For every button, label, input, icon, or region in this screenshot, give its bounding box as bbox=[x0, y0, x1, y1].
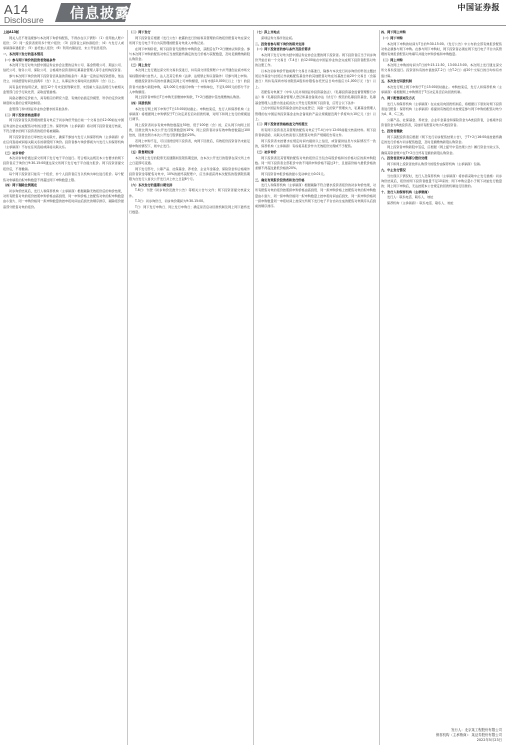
header-rule bbox=[0, 25, 506, 26]
paragraph: 保荐机构（主承销商）：联系电话、联系人、地址 bbox=[387, 201, 454, 206]
column-heading: （二）网下发行 bbox=[129, 30, 151, 34]
paragraph: 网下投资者及其管理的配售对象的报价应当包含每股价格和该价格对应的拟申购股数。同一网下投资者全部报价中的不同拟申购价格不超过3个，且最高价格与最低价格的差额不得超过最低价格的20%。 bbox=[255, 155, 376, 171]
column-divider bbox=[379, 30, 380, 745]
paragraph: 在网下申购阶段，网下投资者无需缴付申购资金，获配后在T+2日缴纳认购资金。参与本次网下申购的配售对象应当按照最终确定的发行价格与获配数量，及时足额缴纳新股认购资金。 bbox=[129, 46, 250, 61]
paragraph: 二、投资者参与网下询价的相关安排 bbox=[255, 41, 305, 46]
paragraph: （一）网下申购 bbox=[381, 35, 403, 40]
paragraph: 五、本次发行回拨机制 bbox=[381, 79, 412, 84]
paragraph: 本次网下申购的时间为T日的9:30-15:00。《发行公告》中公布的全部有效报价配售对象必须参与网下申购。在参与网下申购时，网下投资者必须在网下发行电子平台为其管理的有效报价配售对象填写并提交申购价格和申购数量。 bbox=[381, 41, 502, 56]
paragraph: 六、网下配售原则及方式 bbox=[381, 96, 416, 101]
date-line: 2022年5月23日 bbox=[476, 738, 502, 742]
paragraph: 本次发行网上网下申购于T日15:00同时截止。申购结束后，发行人和保荐机构（主承销商）将根据网上申购情况于T日决定是否启动回拨机制。 bbox=[381, 85, 502, 95]
paragraph: 本次发行网上网下申购于T日15:00同时截止。申购结束后，发行人和保荐机构（主承销商）将根据网上申购情况于T日决定是否启动回拨机制，对网下和网上发行的规模进行调节。 bbox=[129, 106, 250, 122]
paragraph: 已在中国证券投资基金业协会完成登记；具备一定的资产管理实力，私募基金管理人管理的在中国证券投资基金业协会备案的产品总规模最近两个季度均为10亿元（含）以上。 bbox=[255, 106, 376, 121]
paragraph: 每个网下投资者只能有一个报价，非个人投资者应当以机构为单位进行报价。每个配售对象填报的拟申购数量不得超过网下申购数量上限。 bbox=[3, 172, 124, 182]
paragraph: （六）本次发行的重要日期安排 bbox=[129, 182, 173, 187]
paragraph: 八、投资者放弃认购部分股份处理 bbox=[381, 156, 428, 161]
paragraph: 三、确定有效报价投资者和发行价格 bbox=[255, 177, 305, 182]
paragraph: T-6日：刊登《初步询价及推介公告》等相关公告与文件；网下投资者提交核查文件。 bbox=[129, 188, 250, 198]
sponsor-line: 保荐机构（主承销商）：某证券股份有限公司 bbox=[435, 733, 502, 737]
paragraph: 本次网下发行对象为经中国证券业协会注册的证券公司、基金管理公司、期货公司、信托公司、财务公司、保险公司、合格境外投资者和私募基金管理人等专业机构投资者。 bbox=[3, 63, 124, 73]
paragraph: 初步询价结束后，发行人和保荐机构（主承销商）根据剔除无效报价后的询价结果，对所有配售对象的报价按照申购价格由高到低、同一申购价格上按配售对象的拟申购数量由小到大、同一申购价格同一拟申购数量的按申报时间由后到先的顺序排序，剔除报价最高部分配售对象的报价。 bbox=[3, 189, 124, 209]
paragraph: 发行人和保荐机构（主承销商）根据剔除不符合要求投资者报价的初步询价结果，对所有配售对象的报价按照拟申购价格由高到低、同一拟申购价格上按配售对象的拟申购数量由小到大、同一拟申购价格同一拟申购数量上按申报时间由后到先、同一拟申购价格同一拟申购数量同一申报时间上按深交所网下发行电子平台自动生成的配售对象顺序从后到前的顺序排序。 bbox=[255, 183, 376, 208]
paragraph: 网下发行部分，公募产品、社保基金、养老金、企业年金基金、保险资金和合格境外投资者资金等配售对象中，10%的最终获配账户，应当承诺获得本次配售的股票限售期限为自发行人首次公开发行并上市之日起6个月。 bbox=[129, 166, 250, 181]
column-1 bbox=[3, 30, 124, 745]
section-name-en: Disclosure bbox=[4, 15, 44, 25]
paragraph: 具备必要的定价能力，具有相应的研究力量、有效的估值定价模型、科学的定价决策制度和完善的合规风控制度。 bbox=[3, 96, 124, 106]
paragraph: 发行人和保荐机构（主承销商）在完成双向回拨机制后，将根据以下原则对网下投资者进行配售：保荐机构（主承销商）将提供有效报价并按规定参与网下申购的配售对象分为A、B、C三类。 bbox=[381, 101, 502, 117]
page-header bbox=[0, 0, 506, 27]
paragraph: 本次初步询价通过深交所网下发行电子平台进行。符合相关法规及本公告要求的网下投资者应于询价日9:30-15:00通过深交所网下发行电子平台提交报价。网下投资者提交报价后，不得撤销。 bbox=[3, 156, 124, 171]
paragraph: （五）限售期安排 bbox=[129, 149, 154, 154]
paragraph: 本次网上发行的股票无流通限制及限售期安排，自本次公开发行的股票在深交所上市之日起即可流通。 bbox=[129, 155, 250, 165]
issuer-line: 发行人：北京某工程股份有限公司 bbox=[451, 728, 502, 732]
column-2 bbox=[129, 30, 250, 745]
paragraph: 网下投资者申报价格的最小变动单位为0.01元。 bbox=[261, 171, 327, 176]
paragraph: 网上投资者初步有效申购倍数超过50倍、低于100倍（含）的，应从网下向网上回拨，回拨比例为本次公开发行股票数量的10%；网上投资者初步有效申购倍数超过100倍的，回拨比例为本次公开发行股票数量的20%。 bbox=[129, 123, 250, 138]
paragraph: 九、中止发行情况 bbox=[381, 167, 406, 172]
paragraph: 当出现以下情况时，发行人及保荐机构（主承销商）将协商采取中止发行措施：初步询价结束后，报价的网下投资者数量不足10家的；网下申购总量小于网下初始发行数量的；网上网下申购后，无法按照本公告规定的回拨机制进行回拨的。 bbox=[381, 173, 502, 188]
paragraph: 网下投资者未按要求在规定时间内提供以上信息，或者提供信息与实际情况不一致的，保荐机构（主承销商）有权将其报价作为无效报价处理或不予配售。 bbox=[255, 139, 376, 149]
masthead: 中国证券报 bbox=[457, 2, 500, 12]
paragraph: 网下投资者需自行审核比对关联方，确保不参加与发行人和保荐机构（主承销商）存在任何直接或间接关联关系的新股网下询价。投资者参与询价即视为与发行人和保荐机构（主承销商）不存在任何直接或间接关联关系。 bbox=[3, 134, 124, 149]
paragraph: （三）网上发行 bbox=[129, 62, 151, 67]
paragraph: （四）网下剔除比例规定 bbox=[3, 183, 38, 188]
paragraph: 本次网上发行通过深交所交易系统进行，持有深交所股票账户卡并开通创业板市场交易权限的境内自然人、法人及其它机构（法律、法规禁止购买者除外）可参与网上申购。 bbox=[129, 68, 250, 78]
paragraph: 深圳证券交易所创业板。 bbox=[261, 35, 296, 40]
paragraph: （一）网下投资者的参与条件及报价要求 bbox=[255, 47, 311, 52]
paragraph: （二）网下投资者资格核查文件的提交 bbox=[255, 122, 308, 127]
paragraph: 网上投资者申购日T日申购无需缴纳申购款，T+2日根据中签结果缴纳认购款。 bbox=[135, 95, 243, 100]
paragraph: （二）网下投资者核查要求 bbox=[3, 112, 41, 117]
paragraph: 本次网上申购的时间为T日的9:15-11:30，13:00-15:00。本次网上发行通过深交所交易系统进行。投资者持有的市值按其T-2日（含T-2日）前20个交易日的日均持有市值计算。 bbox=[381, 63, 502, 78]
paragraph: 具有良好的信用记录，最近12个月未受到刑事处罚、未因重大违法违规行为被相关监管部门给予行政处罚、采取监管措施。 bbox=[3, 85, 124, 95]
paragraph: 网下获配投资者应根据《网下发行初步配售结果公告》，于T+2日16:00前按最终确定的发行价格与初步配售数量，及时足额缴纳新股认购资金。 bbox=[381, 134, 502, 144]
paragraph: T-3日：初步询价日，初步询价期间为9:30-15:00。 bbox=[135, 199, 207, 204]
paragraph: 一、本次网下发行的基本情况 bbox=[3, 51, 44, 56]
paragraph: （四）回拨机制 bbox=[129, 101, 151, 106]
paragraph: （二）网上申购 bbox=[381, 57, 403, 62]
paragraph: 若配售对象属于《中华人民共和国证券投资基金法》、《私募投资基金监督管理暂行办法》和《私募投资基金管理人登记和基金备案办法（试行）》规范的私募投资基金，私募基金管理人注册为创业板首次公开发行股票网下投资者，应符合以下条件： bbox=[255, 90, 376, 105]
paragraph: 若网上申购不足，可以回拨给网下投资者，向网下回拨后，有效报价投资者仍未能足额申购的情况下，则中止发行。 bbox=[129, 139, 250, 149]
column-4 bbox=[381, 30, 502, 745]
paragraph: （一）参与网下询价的投资者资格条件 bbox=[3, 57, 56, 62]
paragraph: 参与本次网下询价的网下投资者需具备的资格条件：具备一定的证券投资经验，依法设立、持续经营时间达到两年（含）以上，从事证券交易时间达到两年（含）以上。 bbox=[3, 74, 124, 84]
paragraph: （三）初步询价 bbox=[255, 149, 277, 154]
paragraph: 网下投资者应根据《发行公告》披露的发行价格和其管理的有效报价配售对象在深交所网下发行电子平台为其管理的配售对象录入申购记录。 bbox=[129, 35, 250, 45]
paragraph: 发行人：联系电话、联系人、地址 bbox=[387, 195, 434, 200]
column-3 bbox=[255, 30, 376, 745]
signature-block bbox=[392, 728, 502, 744]
paragraph: 根据投资者持有的市值确定其网上可申购额度，持有市值10,000元以上（含）的投资者才能参与新股申购，每5,000元市值可申购一个申购单位，不足5,000元的部分不计入申购额度。 bbox=[129, 79, 250, 94]
paragraph: 本次网下发行对象为经中国证券业协会注册的网下投资者。网下投资者应当于初步询价开始日前一个交易日（T-4日）的12:00前在中国证券业协会完成网下投资者配售对象的注册工作。 bbox=[255, 53, 376, 68]
paragraph: 所有网下投资者及其管理的配售对象应于T-4日中午12:00前提交核查材料。网下投资者承诺函、关联关系核查表以及配售对象资产规模报告等文件。 bbox=[255, 128, 376, 138]
column-heading: （七）拟上市地点 bbox=[255, 30, 280, 34]
paragraph: 网下投资者及其管理的配售对象应于初步询价开始日前一个交易日的12:00前在中国证券业协会完成配售对象的注册工作。保荐机构（主承销商）将对网下投资者进行核查，不符合要求的网下投资者的报价将被剔除。 bbox=[3, 118, 124, 133]
paragraph: 网下和网上投资者放弃认购部分的股份由保荐机构（主承销商）包销。 bbox=[387, 162, 483, 167]
page-number: A14 bbox=[4, 2, 29, 17]
column-heading: 上接A13版 bbox=[3, 30, 19, 34]
paragraph: 七、投资者缴款 bbox=[381, 128, 403, 133]
paragraph: 以本次初步询价开始前两个交易日为基准日，除参与本次发行初步询价的科创主题封闭运作基金与封闭运作战略配售基金外的其他配售对象在该基准日前20个交易日（含基准日）所持有深圳市场非限售A股和非限售存托凭证日均市值应为1,000万元（含）以上。 bbox=[255, 69, 376, 89]
paragraph: T日：网下发行申购日、网上发行申购日；确定是否启动回拨机制及网上网下最终发行数量。 bbox=[129, 205, 250, 215]
column-heading: 四、网下网上申购 bbox=[381, 30, 406, 34]
paragraph: 网关人员不得违规参与本次网下询价和配售，不得存在以下情形：（1）使用他人账户报价；（2）同一投资者使用多个账户报价；（3）投资者之间协商报价；（4）与发行人或承销商串通报价；（5）委托他人报价；（6）利用内幕信息、未公开信息报价。 bbox=[3, 35, 124, 51]
paragraph: 十、发行人和保荐机构（主承销商） bbox=[381, 189, 431, 194]
column-divider bbox=[127, 30, 128, 745]
paragraph: （三）初步询价 bbox=[3, 150, 25, 155]
column-divider bbox=[253, 30, 254, 745]
section-name-cn: 信息披露 bbox=[70, 6, 130, 22]
paragraph: 网上投资者申购新股中签后，应根据《网上摇号中签结果公告》履行资金交收义务，确保其资金账户在T+2日日终有足额的新股认购资金。 bbox=[381, 145, 502, 155]
paragraph: 监管部门和中国证券业协会要求的其他条件。 bbox=[9, 106, 71, 111]
paragraph: 公募产品、社保基金、养老金、企业年金基金和保险资金为A类投资者，合格境外投资者资金为B类投资者，其他所有配售对象为C类投资者。 bbox=[381, 117, 502, 127]
article-columns bbox=[3, 30, 503, 745]
